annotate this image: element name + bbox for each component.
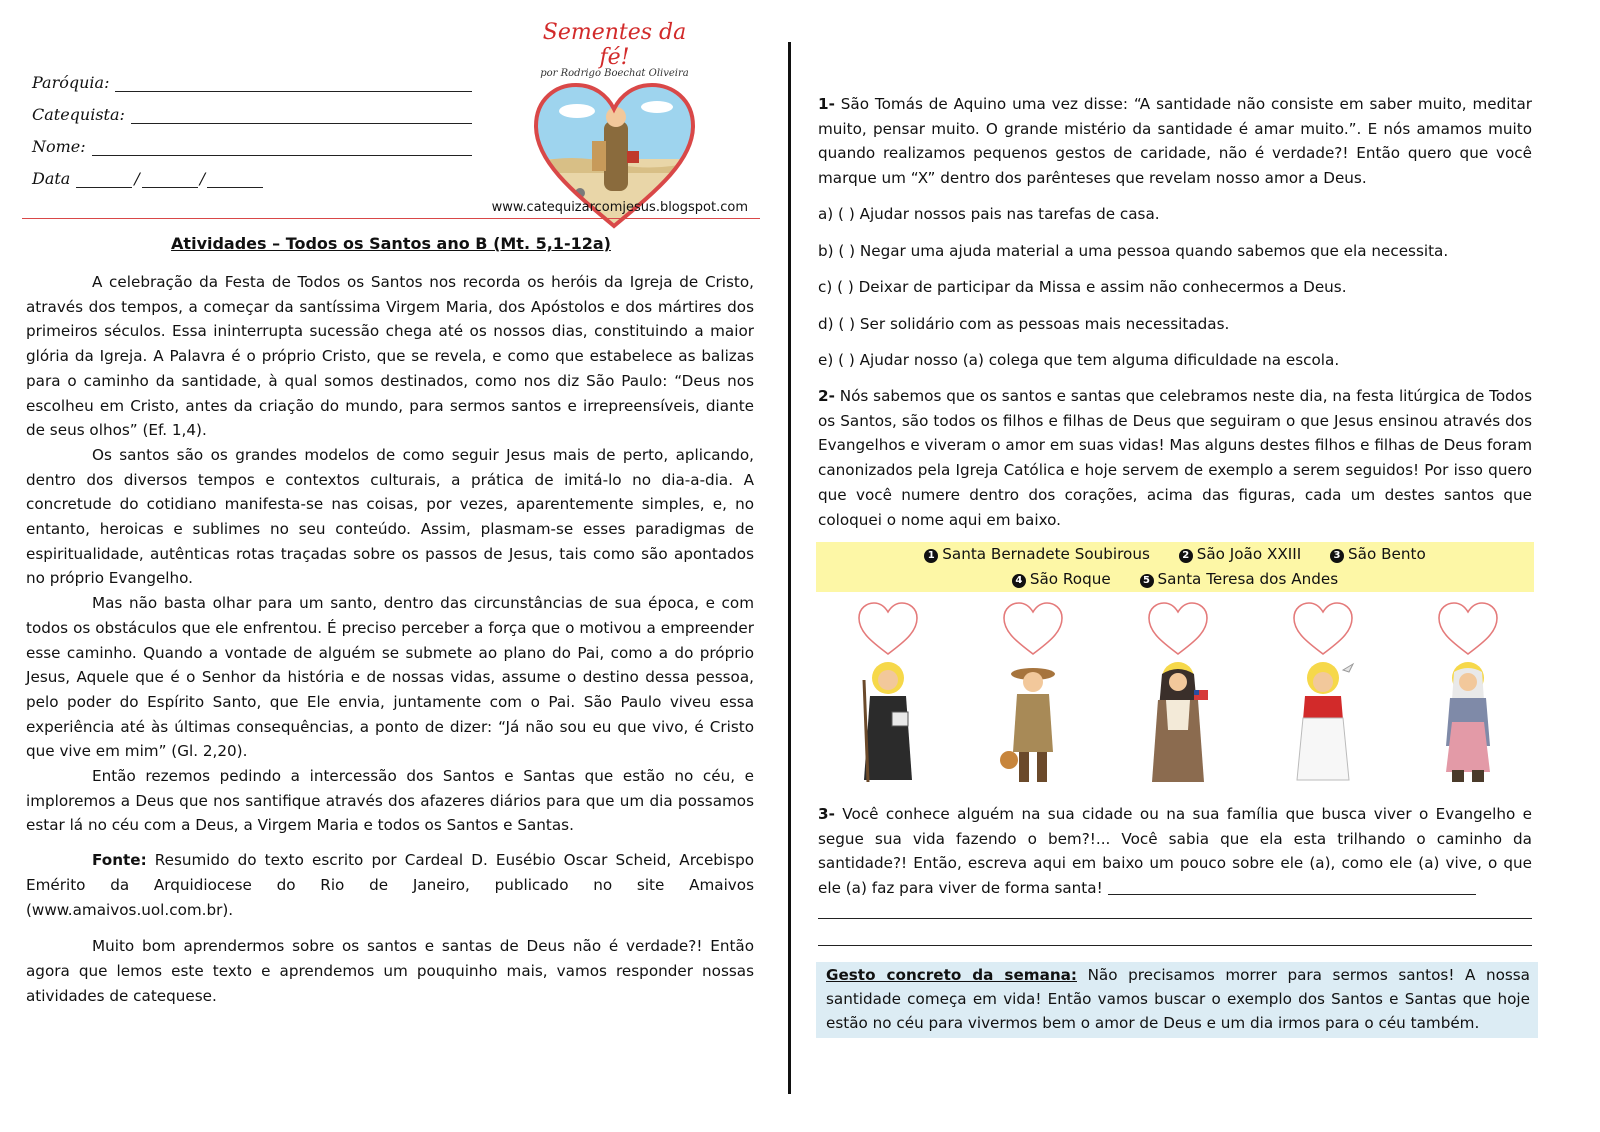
parish-field[interactable]: Paróquia: [32,60,472,92]
document-body [26,270,754,1008]
paragraph: A celebração da Festa de Todos os Santos nos recorda os heróis da Igreja de Cristo, através dos tempos, a começar da santíssima Virgem Maria, dos Apóstolos e dos mártires dos primeiros séculos. Essa ininterrupta sucessão chega até os nossos dias, constituindo a maior glória da Igreja. A Palavra é o próprio Cristo, que se revela, e como que estabelece as balizas para o caminho da santidade, à qual somos destinados, como nos diz São Paulo: “Deus nos escolheu em Cristo, antes da criação do mundo, para sermos santos e irrepreensíveis, diante de seus olhos” (Ef. 1,4). [26,273,754,440]
answer-line[interactable] [1108,881,1476,895]
option-e[interactable]: e) ( ) Ajudar nosso (a) colega que tem alguma dificuldade na escola. [818,351,1340,369]
answer-heart-icon[interactable] [1146,600,1210,658]
legend-item: 5 Santa Teresa dos Andes [1140,570,1339,588]
site-url: www.catequizarcomjesus.blogspot.com [491,200,748,215]
brand-title: Sementes da fé! [542,20,687,70]
option-b[interactable]: b) ( ) Negar uma ajuda material a uma pessoa quando sabemos que ela necessita. [818,241,1449,260]
brand-author: por Rodrigo Boechat Oliveira [540,68,689,79]
saint-figure-bento [838,600,938,790]
answer-heart-icon[interactable] [1291,600,1355,658]
closing-paragraph: Muito bom aprendermos sobre os santos e santas de Deus não é verdade?! Então agora que lemos este texto e aprendemos um pouquinho mais, vamos responder nossas atividades de catequese. [26,937,754,1005]
saint-bernadete-illustration [1428,660,1508,786]
option-a[interactable]: a) ( ) Ajudar nossos pais nas tarefas de casa. [818,205,1160,223]
answer-line[interactable] [818,945,1532,946]
paragraph: Então rezemos pedindo a intercessão dos Santos e Santas que estão no céu, e imploremos a Deus que nos santifique através dos afazeres diários para que um dia possamos estar lá no céu com a Deus, a Virgem Maria e todos os Santos e Santas. [26,767,754,835]
answer-heart-icon[interactable] [1436,600,1500,658]
saint-roque-illustration [993,660,1073,786]
saint-figures [818,600,1532,790]
saint-figure-teresa [1128,600,1228,790]
document-title: Atividades – Todos os Santos ano B (Mt. 5,1-12a) [171,234,611,253]
saint-joao-illustration [1283,660,1363,786]
saint-figure-bernadete [1418,600,1518,790]
question-3: 3- Você conhece alguém na sua cidade ou na sua família que busca viver o Evangelho e segue sua vida fazendo o bem?!... Você sabia que ela esta trilhando o caminho da santidade?! Então, escreva aqui em baixo um pouco sobre ele (a), como ele (a) vive, o que ele (a) faz para viver de forma santa! [818,805,1532,898]
date-field[interactable]: Data / / [32,156,472,188]
question-2: 2- Nós sabemos que os santos e santas que celebramos neste dia, na festa litúrgica de Todos os Santos, são todos os filhos e filhas de Deus que seguiram o que Jesus ensinou através dos Evangelhos e viveram o amor em suas vidas! Mas alguns destes filhos e filhas de Deus foram canonizados pela Igreja Católica e hoje servem de exemplo a serem seguidos! Por isso quero que você numere dentro dos corações, acima das figuras, cada um destes santos que coloquei o nome aqui em baixo. [818,387,1533,529]
left-page [22,20,760,1110]
answer-heart-icon[interactable] [1001,600,1065,658]
answer-heart-icon[interactable] [856,600,920,658]
concrete-gesture-box: Gesto concreto da semana: Não precisamos morrer para sermos santos! A nossa santidade começa em vida! Então vamos buscar o exemplo dos Santos e Santas que hoje estão no céu para vivermos bem o amor de Deus e um dia irmos para o céu também. [816,962,1538,1038]
answer-line[interactable] [818,918,1532,919]
source-note: Fonte: Resumido do texto escrito por Cardeal D. Eusébio Oscar Scheid, Arcebispo Emérito da Arquidiocese do Rio de Janeiro, publicado no site Amaivos (www.amaivos.uol.com.br). [26,851,754,919]
saint-teresa-illustration [1138,660,1218,786]
saint-figure-joao [1273,600,1373,790]
legend-item: 4 São Roque [1012,570,1111,588]
legend-item: 2 São João XXIII [1179,545,1302,563]
saint-figure-roque [983,600,1083,790]
paragraph: Os santos são os grandes modelos de como seguir Jesus mais de perto, aplicando, dentro dos diversos tempos e contextos culturais, a prática de imitá-lo no dia-a-dia. A concretude do cotidiano manifesta-se nas coisas, por vezes, aparentemente simples, e, no entanto, heroicas e sublimes no seu conteúdo. Assim, plasmam-se esses paradigmas de espiritualidade, autênticas rotas traçadas sobre os passos de Jesus, tais como são apontados no próprio Evangelho. [26,445,754,588]
name-field[interactable]: Nome: [32,124,472,156]
legend-item: 3 São Bento [1330,545,1426,563]
saint-bento-illustration [848,660,928,786]
option-c[interactable]: c) ( ) Deixar de participar da Missa e assim não conhecermos a Deus. [818,278,1347,296]
question-1-options [818,202,1532,385]
paragraph: Mas não basta olhar para um santo, dentro das circunstâncias de sua época, e com todos os obstáculos que ele enfrentou. É preciso perceber a força que o motivou a empreender esse caminho. Quando a vontade de alguém se submete ao plano do Pai, como a do próprio Jesus, Aquele que é o Senhor da história e de nossas vidas, assume o destino dessa pessoa, pelo poder do Espírito Santo, que Ele envia, juntamente com o Pai. São Paulo viveu essa experiência até às últimas consequências, a ponto de dizer: “Já não sou eu que vivo, é Cristo que vive em mim” (Gl. 2,20). [26,594,754,761]
saint-names-legend [816,542,1534,592]
header-fields [32,60,472,188]
column-divider [788,42,791,1094]
header-divider [22,218,760,219]
legend-item: 1 Santa Bernadete Soubirous [924,545,1150,563]
question-1: 1- São Tomás de Aquino uma vez disse: “A santidade não consiste em saber muito, meditar muito, pensar muito. O grande mistério da santidade é amar muito.”. E nós amamos muito quando realizamos pequenos gestos de caridade, não é verdade?! Então quero que você marque um “X” dentro dos parênteses que revelam nosso amor a Deus. [818,95,1533,188]
right-page [812,20,1572,1110]
option-d[interactable]: d) ( ) Ser solidário com as pessoas mais necessitadas. [818,314,1230,333]
catechist-field[interactable]: Catequista: [32,92,472,124]
